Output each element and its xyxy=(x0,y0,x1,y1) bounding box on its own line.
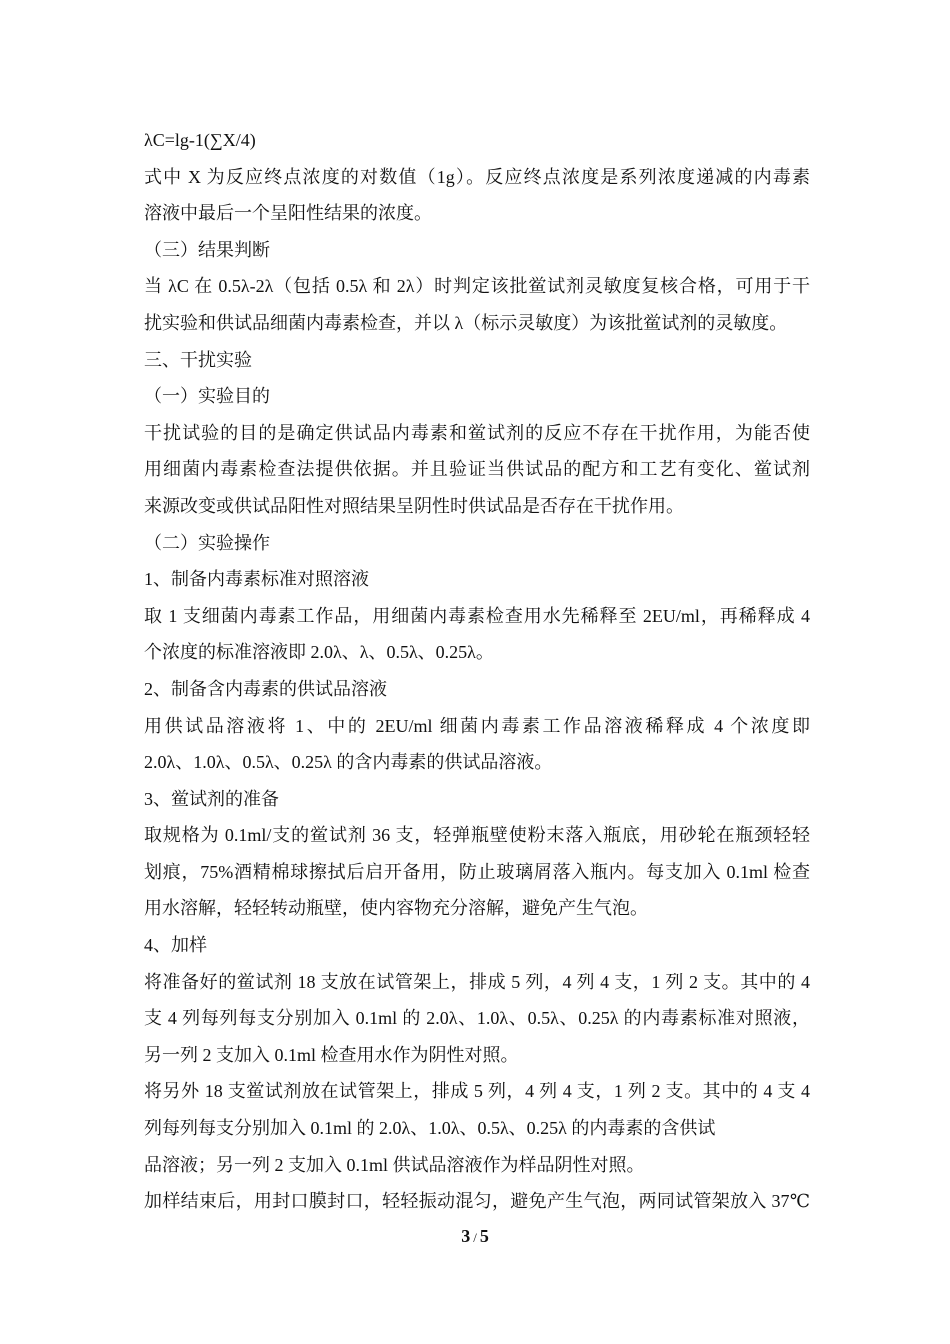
text-line: 用水溶解，轻轻转动瓶壁，使内容物充分溶解，避免产生气泡。 xyxy=(144,898,648,919)
text-line: 溶液中最后一个呈阳性结果的浓度。 xyxy=(144,203,432,224)
text-line: 当 λC 在 0.5λ-2λ（包括 0.5λ 和 2λ）时判定该批鲎试剂灵敏度复核合格，可用于干 xyxy=(144,276,810,297)
text-line: 个浓度的标准溶液即 2.0λ、λ、0.5λ、0.25λ。 xyxy=(144,642,494,663)
section-heading: 三、干扰实验 xyxy=(144,349,252,370)
text-line: 另一列 2 支加入 0.1ml 检查用水作为阴性对照。 xyxy=(144,1044,519,1065)
section-heading: （一）实验目的 xyxy=(144,386,270,407)
text-line-formula: λC=lg-1(∑X/4) xyxy=(144,130,256,150)
text-line: 取 1 支细菌内毒素工作品，用细菌内毒素检查用水先稀释至 2EU/ml，再稀释成 4 xyxy=(144,605,810,626)
subsection-heading: 2、制备含内毒素的供试品溶液 xyxy=(144,678,387,699)
text-line: 品溶液；另一列 2 支加入 0.1ml 供试品溶液作为样品阴性对照。 xyxy=(144,1154,645,1175)
text-line: 来源改变或供试品阳性对照结果呈阴性时供试品是否存在干扰作用。 xyxy=(144,495,684,516)
subsection-heading: 4、加样 xyxy=(144,935,207,956)
total-pages-number: 5 xyxy=(479,1226,489,1246)
text-line: 将另外 18 支鲎试剂放在试管架上，排成 5 列，4 列 4 支，1 列 2 支。其中的 4 支 4 xyxy=(144,1081,810,1102)
text-line: 式中 X 为反应终点浓度的对数值（1g）。反应终点浓度是系列浓度递减的内毒素 xyxy=(144,166,810,187)
text-line: 用细菌内毒素检查法提供依据。并且验证当供试品的配方和工艺有变化、鲎试剂 xyxy=(144,459,810,480)
section-heading: （二）实验操作 xyxy=(144,532,270,553)
text-line: 将准备好的鲎试剂 18 支放在试管架上，排成 5 列，4 列 4 支，1 列 2 支。其中的 4 xyxy=(144,971,810,992)
text-line: 扰实验和供试品细菌内毒素检查，并以 λ（标示灵敏度）为该批鲎试剂的灵敏度。 xyxy=(144,312,788,333)
subsection-heading: 3、鲎试剂的准备 xyxy=(144,788,279,809)
text-line: 用供试品溶液将 1、中的 2EU/ml 细菌内毒素工作品溶液稀释成 4 个浓度即 xyxy=(144,715,810,736)
document-body xyxy=(144,122,810,1220)
text-line: 干扰试验的目的是确定供试品内毒素和鲎试剂的反应不存在干扰作用，为能否使 xyxy=(144,422,810,443)
section-heading: （三）结果判断 xyxy=(144,239,270,260)
text-line: 划痕，75%酒精棉球擦拭后启开备用，防止玻璃屑落入瓶内。每支加入 0.1ml 检查 xyxy=(144,861,810,882)
current-page-number: 3 xyxy=(461,1226,471,1246)
text-line: 取规格为 0.1ml/支的鲎试剂 36 支，轻弹瓶壁使粉末落入瓶底，用砂轮在瓶颈轻轻 xyxy=(144,825,810,846)
text-line: 支 4 列每列每支分别加入 0.1ml 的 2.0λ、1.0λ、0.5λ、0.25λ 的内毒素标准对照液， xyxy=(144,1008,810,1029)
text-line: 2.0λ、1.0λ、0.5λ、0.25λ 的含内毒素的供试品溶液。 xyxy=(144,752,553,773)
text-line: 列每列每支分别加入 0.1ml 的 2.0λ、1.0λ、0.5λ、0.25λ 的内毒素的含供试 xyxy=(144,1118,716,1139)
page-number xyxy=(0,1226,950,1247)
page-separator: / xyxy=(473,1230,477,1245)
text-line: 加样结束后，用封口膜封口，轻轻振动混匀，避免产生气泡，两同试管架放入 37℃ xyxy=(144,1191,810,1212)
subsection-heading: 1、制备内毒素标准对照溶液 xyxy=(144,569,369,590)
